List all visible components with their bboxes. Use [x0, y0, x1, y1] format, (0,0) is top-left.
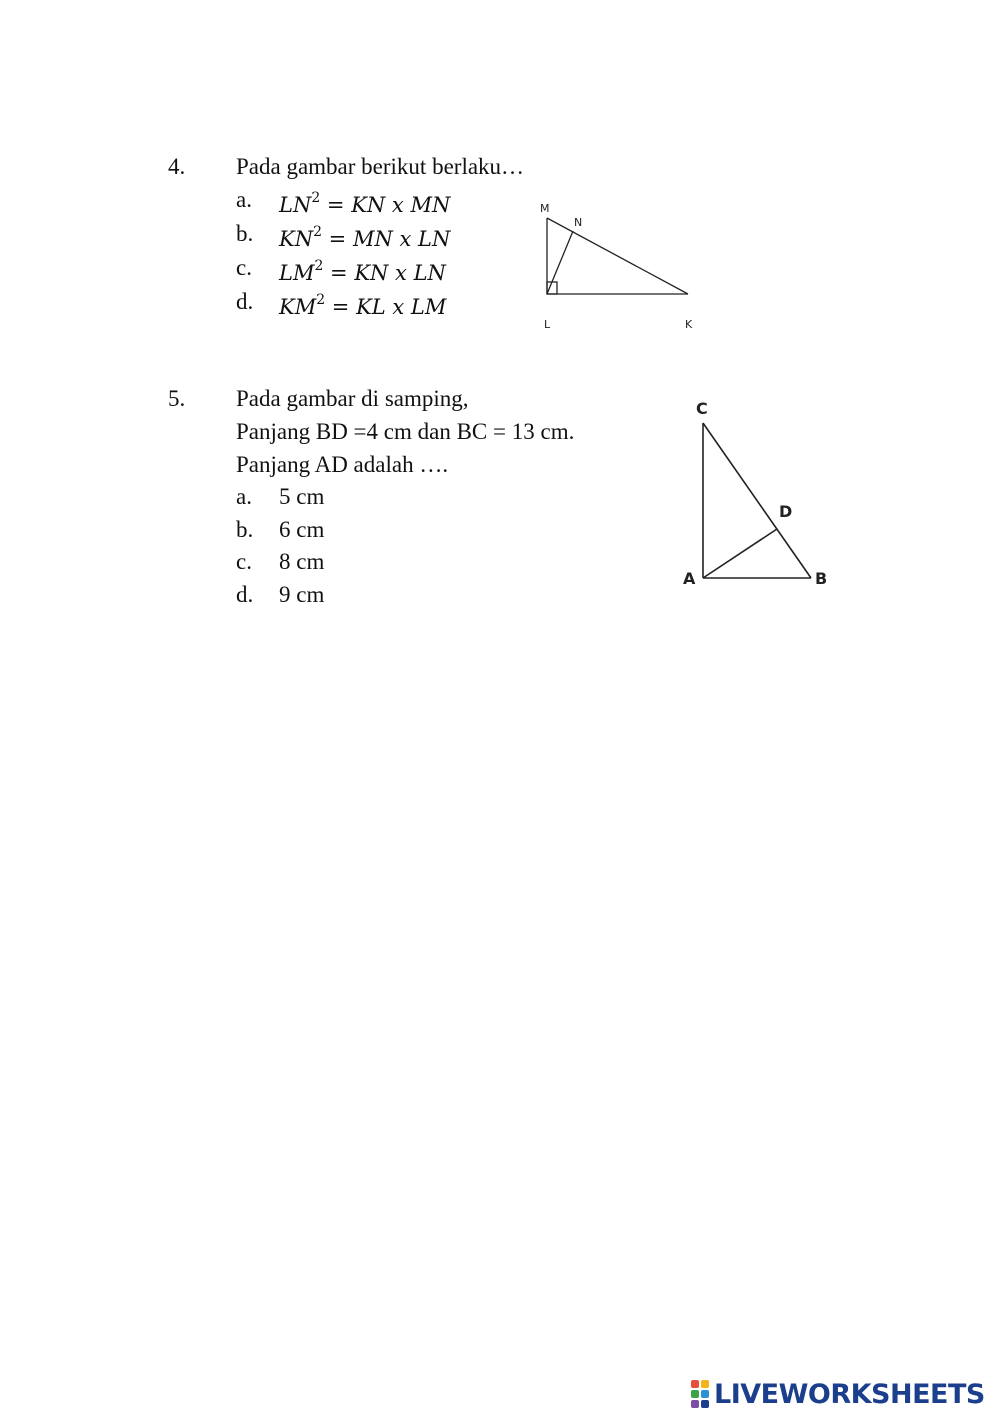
option-b[interactable] — [236, 514, 574, 547]
option-label: d. — [236, 581, 254, 607]
label-d: D — [779, 502, 793, 521]
triangle-abc-figure — [675, 390, 845, 600]
label-c: C — [696, 399, 708, 418]
option-text: 9 cm — [279, 581, 325, 607]
option-label: c. — [236, 549, 252, 574]
option-formula: $LM^2$ = KN x LN — [279, 258, 446, 285]
triangle-mlk-figure — [530, 195, 710, 335]
segment-ad — [703, 529, 777, 578]
question-number: 4. — [168, 154, 186, 179]
label-k: K — [685, 318, 693, 331]
segment-mk — [547, 218, 688, 294]
liveworksheets-logo-icon — [690, 1379, 710, 1409]
question-stem: Pada gambar berikut berlaku… — [236, 154, 525, 179]
option-formula: $KM^2$ = KL x LM — [279, 292, 447, 319]
label-m: M — [540, 202, 550, 215]
label-a: A — [683, 569, 696, 588]
option-a[interactable] — [236, 184, 524, 218]
option-text: 5 cm — [279, 484, 325, 509]
option-label: d. — [236, 289, 254, 314]
right-angle-marker — [547, 282, 557, 294]
option-label: b. — [236, 516, 254, 542]
option-b[interactable] — [236, 218, 524, 252]
option-a[interactable] — [236, 481, 574, 514]
option-label: c. — [236, 255, 252, 280]
question-stem-line-3: Panjang AD adalah …. — [236, 452, 449, 477]
question-number: 5. — [168, 386, 186, 411]
segment-ln — [547, 231, 573, 294]
label-l: L — [544, 318, 551, 331]
question-body — [236, 383, 574, 611]
liveworksheets-logo — [690, 1376, 985, 1412]
liveworksheets-wordmark: LIVEWORKSHEETS — [714, 1378, 985, 1410]
option-formula: $LN^2$ = KN x MN — [279, 190, 451, 217]
segment-cb — [703, 423, 811, 578]
option-label: b. — [236, 221, 254, 246]
label-b: B — [815, 569, 828, 588]
label-n: N — [574, 216, 583, 229]
question-5 — [168, 383, 638, 613]
question-body — [236, 151, 524, 320]
option-text: 8 cm — [279, 549, 325, 574]
option-d[interactable] — [236, 286, 524, 320]
option-text: 6 cm — [279, 516, 325, 542]
option-formula: $KN^2$ = MN x LN — [279, 224, 451, 251]
option-c[interactable] — [236, 546, 574, 579]
option-d[interactable] — [236, 579, 574, 612]
question-stem-line-1: Pada gambar di samping, — [236, 386, 469, 411]
option-c[interactable] — [236, 252, 524, 286]
question-stem-line-2: Panjang BD =4 cm dan BC = 13 cm. — [236, 419, 575, 444]
option-label: a. — [236, 484, 252, 509]
question-4 — [168, 151, 525, 321]
option-label: a. — [236, 187, 252, 212]
